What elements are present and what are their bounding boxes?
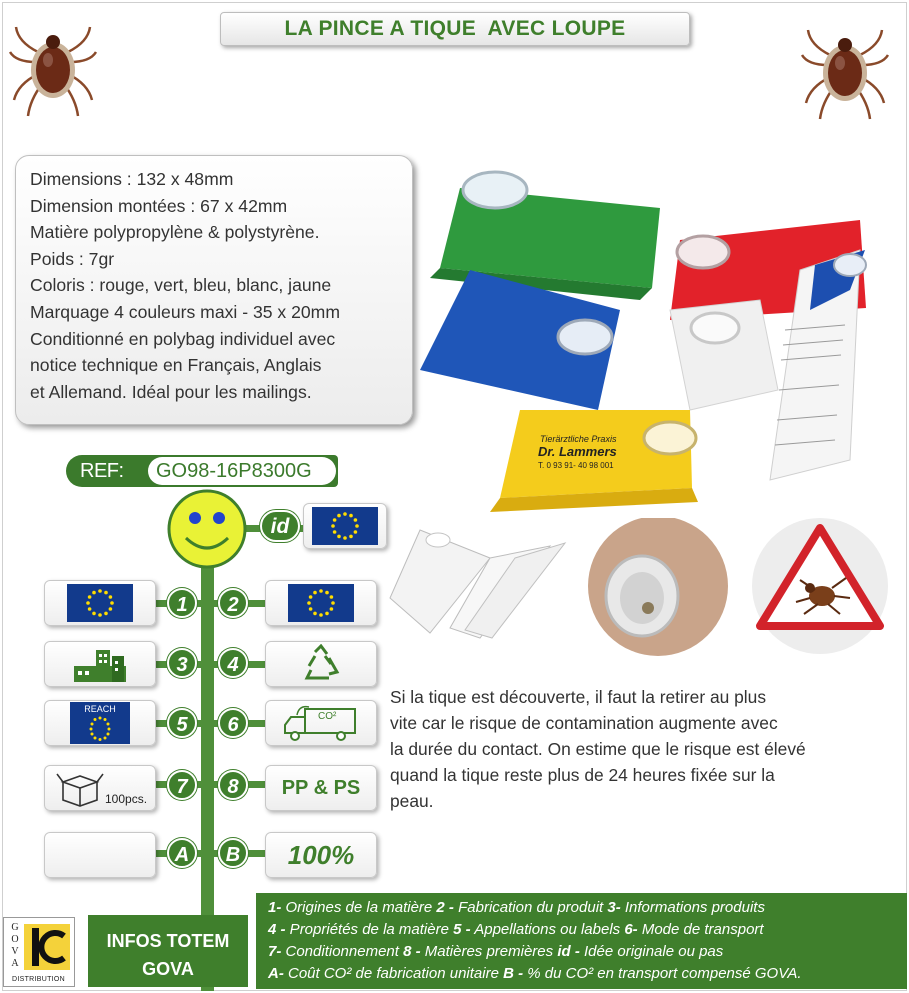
usage-photos [380, 518, 900, 668]
marker-b: B [218, 838, 248, 868]
percent-label: 100% [287, 839, 355, 870]
reach-eu-icon [70, 702, 130, 744]
card-5 [44, 700, 156, 746]
eu-flag-icon [312, 507, 378, 545]
marker-1: 1 [167, 588, 197, 618]
info-paragraph [390, 684, 905, 814]
infos-box [88, 915, 248, 987]
infos-line-1: INFOS TOTEM [106, 931, 230, 951]
factory-icon [70, 644, 130, 684]
card-a [44, 832, 156, 878]
pcs-label: 100pcs. [105, 792, 148, 806]
spec-line: Conditionné en polybag individuel avec [30, 328, 336, 349]
marker-a: A [167, 838, 197, 868]
card-b [265, 832, 377, 878]
marker-id: id [260, 510, 300, 542]
logo-letter: A [11, 958, 19, 969]
reference-value: GO98-16P8300G [148, 457, 336, 485]
smiley-icon [166, 488, 248, 570]
tick-image-right [800, 15, 890, 125]
card-2 [265, 580, 377, 626]
card-6 [265, 700, 377, 746]
product-photo [420, 160, 905, 540]
box-icon [55, 768, 105, 808]
card-4 [265, 641, 377, 687]
logo-mark [22, 922, 72, 972]
page-title: LA PINCE A TIQUE AVEC LOUPE [220, 12, 690, 46]
tick-image-left [8, 12, 98, 122]
eu-flag-icon [67, 584, 133, 622]
card-1 [44, 580, 156, 626]
info-line: la durée du contact. On estime que le risque est élevé [390, 739, 806, 759]
reference-tag [66, 455, 338, 487]
spec-line: Poids : 7gr [30, 248, 115, 269]
marker-6: 6 [218, 708, 248, 738]
spec-line: et Allemand. Idéal pour les mailings. [30, 381, 312, 402]
co2-label: CO² [318, 711, 337, 722]
print-line-2: Dr. Lammers [538, 444, 617, 459]
marker-8: 8 [218, 770, 248, 800]
marker-4: 4 [218, 648, 248, 678]
legend-line: 4 - Propriétés de la matière 5 - Appellations ou labels 6- Mode de transport [268, 921, 764, 938]
logo-letter: V [11, 946, 19, 957]
specs-box [15, 155, 413, 425]
info-line: peau. [390, 791, 434, 811]
spec-line: Dimension montées : 67 x 42mm [30, 195, 288, 216]
logo-sub: DISTRIBUTION [12, 976, 65, 983]
eu-flag-icon [288, 584, 354, 622]
legend-line: A- Coût CO² de fabrication unitaire B - % du CO² en transport compensé GOVA. [268, 965, 802, 982]
spec-line: Marquage 4 couleurs maxi - 35 x 20mm [30, 301, 340, 322]
marker-7: 7 [167, 770, 197, 800]
reach-label: REACH [84, 704, 116, 714]
card-8 [265, 765, 377, 811]
legend-line: 7- Conditionnement 8 - Matières premières id - Idée originale ou pas [268, 943, 724, 960]
marker-5: 5 [167, 708, 197, 738]
infos-line-2: GOVA [142, 959, 194, 979]
info-line: vite car le risque de contamination augmente avec [390, 713, 778, 733]
material-label: PP & PS [281, 776, 361, 799]
spec-line: notice technique en Français, Anglais [30, 355, 322, 376]
logo-letter: G [11, 922, 19, 933]
logo-letters [10, 922, 20, 970]
legend-line: 1- Origines de la matière 2 - Fabrication du produit 3- Informations produits [268, 899, 765, 916]
card-id [303, 503, 387, 549]
logo-letter: O [11, 934, 19, 945]
legend-box [256, 893, 907, 989]
info-line: Si la tique est découverte, il faut la retirer au plus [390, 687, 767, 707]
info-line: quand la tique reste plus de 24 heures fixée sur la [390, 765, 775, 785]
spec-line: Dimensions : 132 x 48mm [30, 169, 234, 189]
spec-line: Matière polypropylène & polystyrène. [30, 222, 320, 243]
marker-3: 3 [167, 648, 197, 678]
reference-label: REF: [80, 460, 124, 482]
card-7 [44, 765, 156, 811]
marker-2: 2 [218, 588, 248, 618]
gova-logo [3, 917, 75, 987]
truck-icon [281, 703, 361, 743]
print-line-3: T. 0 93 91- 40 98 001 [538, 461, 614, 470]
spec-line: Coloris : rouge, vert, bleu, blanc, jaune [30, 275, 332, 296]
card-3 [44, 641, 156, 687]
print-line-1: Tierärztliche Praxis [540, 434, 617, 444]
recycle-icon [299, 644, 343, 684]
